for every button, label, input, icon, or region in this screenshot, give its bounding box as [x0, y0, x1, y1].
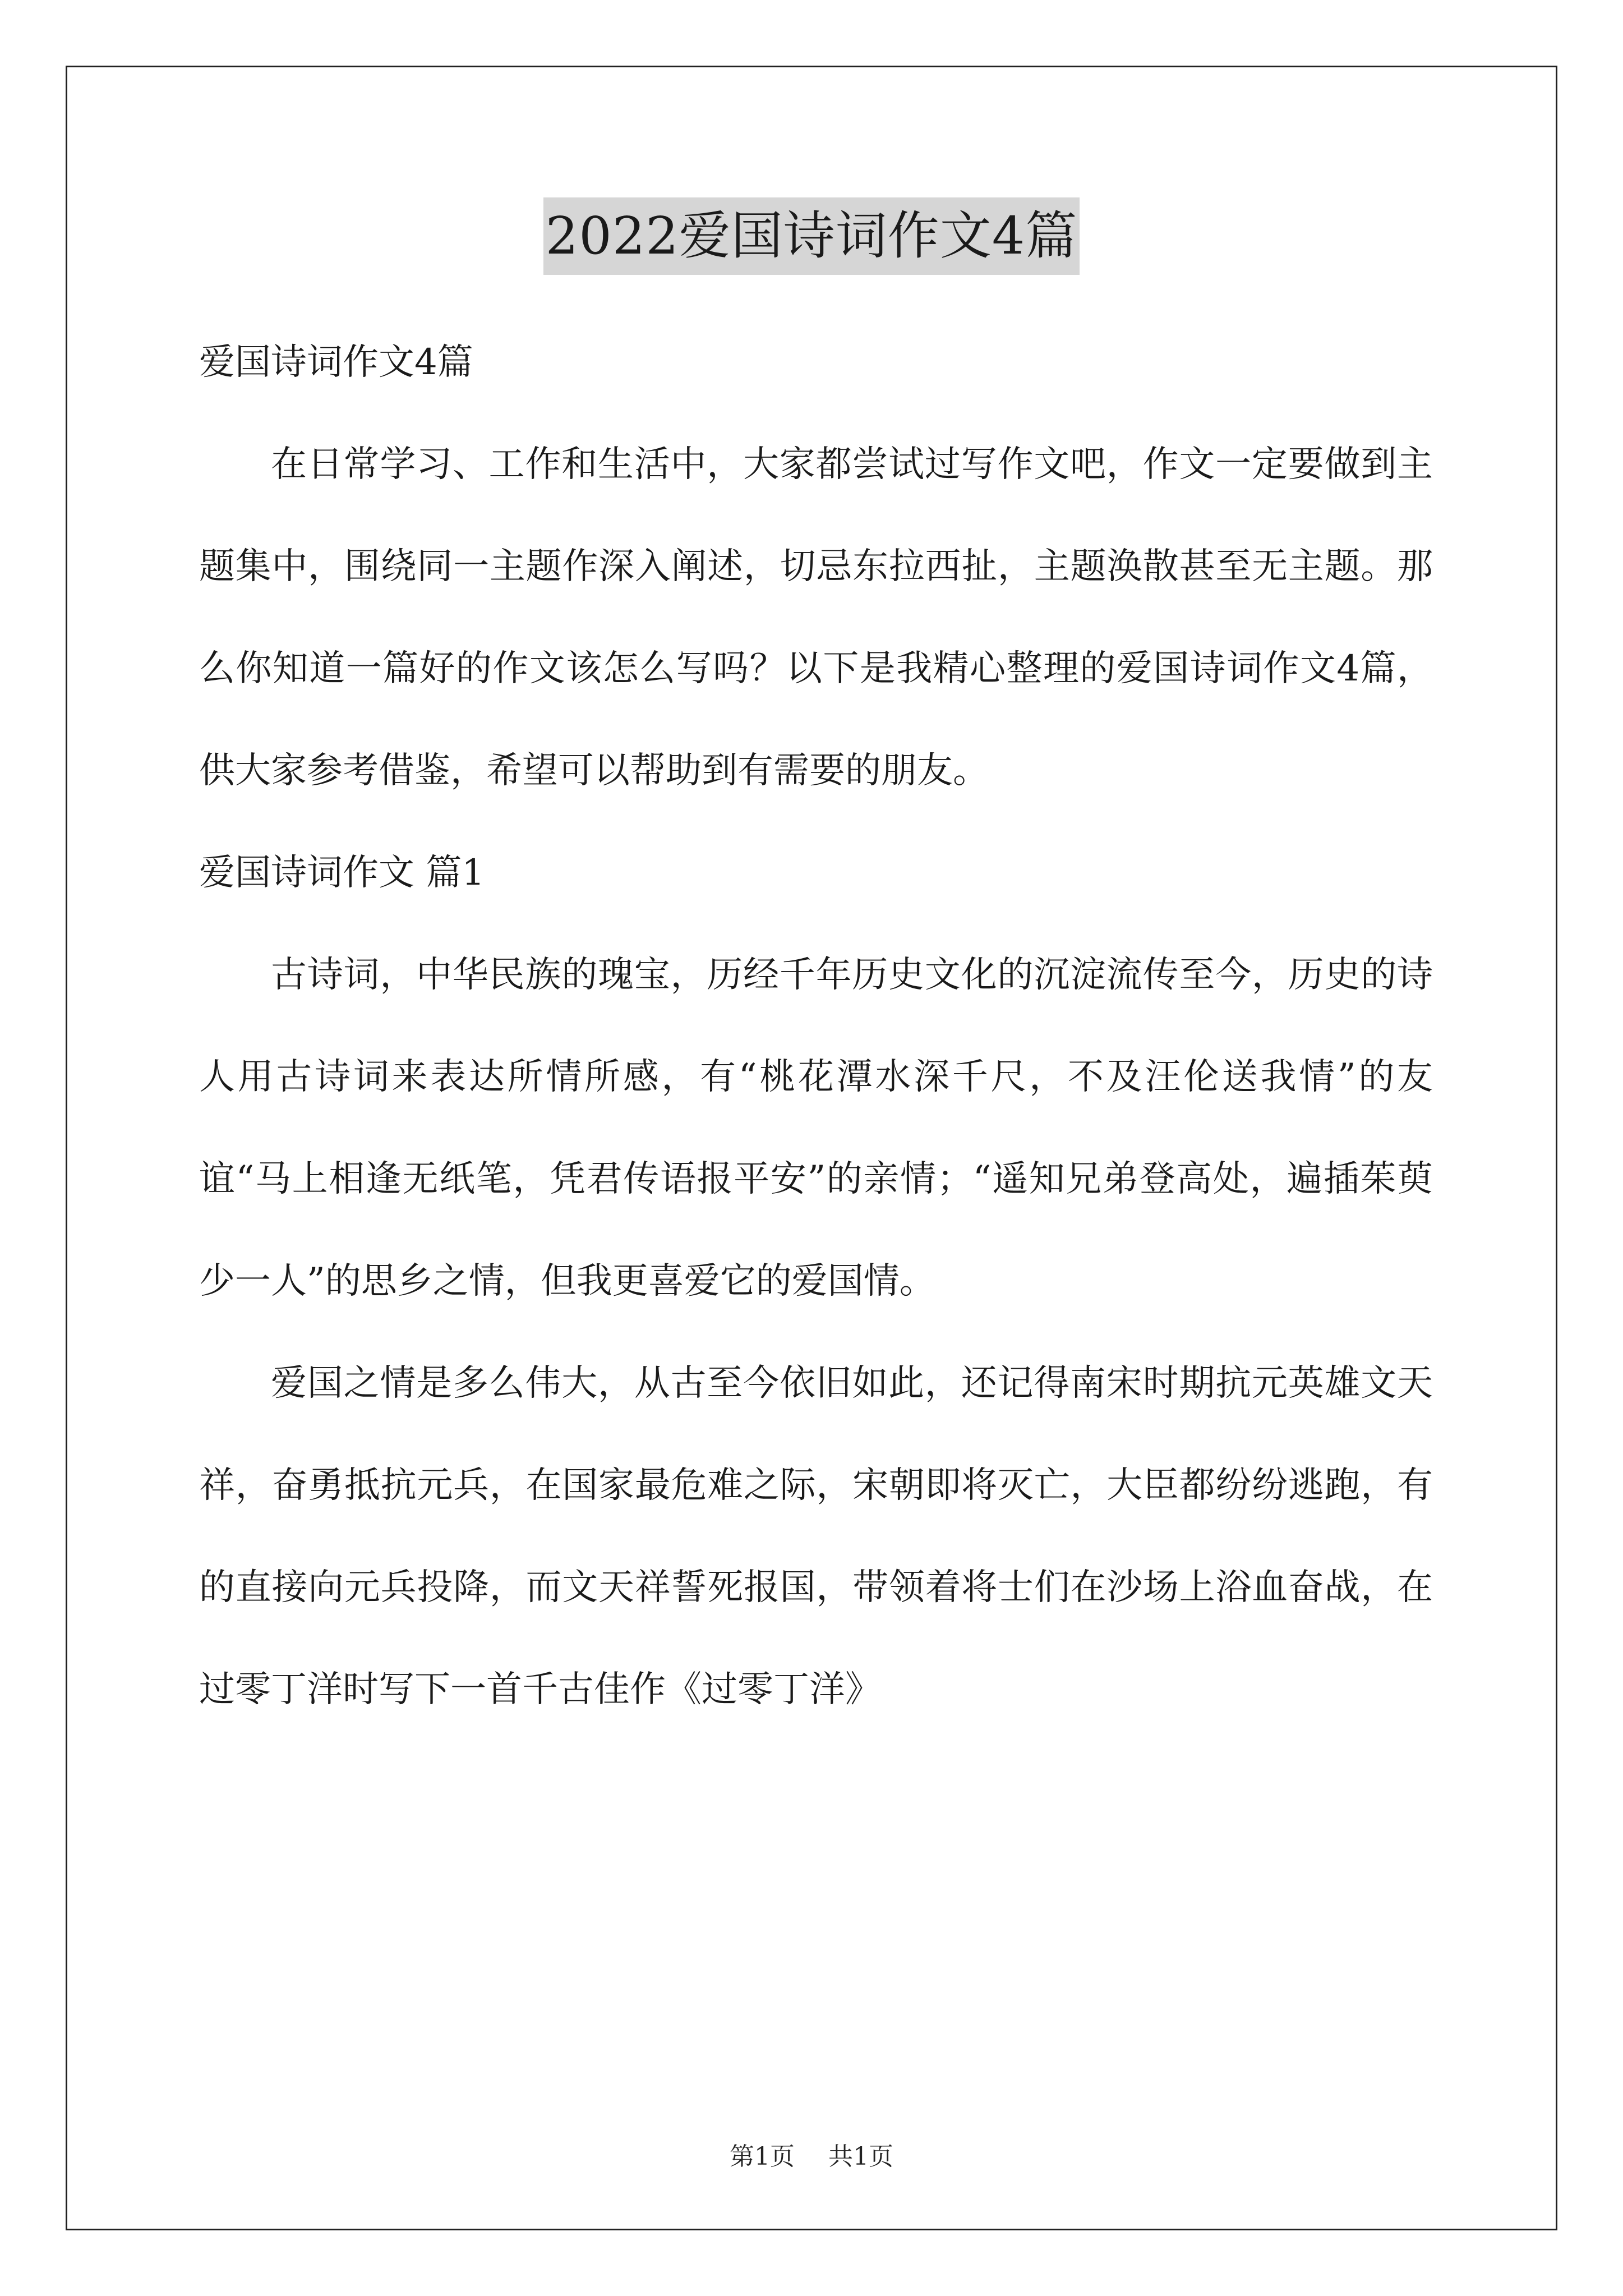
section-heading-1: 爱国诗词作文 篇1	[199, 852, 485, 894]
document-body	[199, 311, 1433, 1741]
subtitle-heading: 爱国诗词作文4篇	[199, 342, 473, 383]
body-paragraph-2: 爱国之情是多么伟大，从古至今依旧如此，还记得南宋时期抗元英雄文天祥，奋勇抵抗元兵，在国家最危难之际，宋朝即将灭亡，大臣都纷纷逃跑，有的直接向元兵投降，而文天祥誓死报国，带领着将士们在沙场上浴血奋战，在过零丁洋时写下一首千古佳作《过零丁洋》	[199, 1363, 1433, 1710]
body-paragraph-1: 古诗词，中华民族的瑰宝，历经千年历史文化的沉淀流传至今，历史的诗人用古诗词来表达所情所感，有“桃花潭水深千尺，不及汪伦送我情”的友谊“马上相逢无纸笔，凭君传语报平安”的亲情；“遥知兄弟登高处，遍插茱萸少一人”的思乡之情，但我更喜爱它的爱国情。	[199, 954, 1433, 1302]
page-total: 共1页	[828, 2142, 893, 2171]
intro-paragraph: 在日常学习、工作和生活中，大家都尝试过写作文吧，作文一定要做到主题集中，围绕同一主题作深入阐述，切忌东拉西扯，主题涣散甚至无主题。那么你知道一篇好的作文该怎么写吗？以下是我精心整理的爱国诗词作文4篇，供大家参考借鉴，希望可以帮助到有需要的朋友。	[199, 444, 1433, 792]
title-container	[0, 197, 1623, 275]
page-number: 第1页	[730, 2142, 795, 2171]
page-footer	[0, 2140, 1623, 2174]
document-title: 2022爱国诗词作文4篇	[543, 197, 1080, 275]
